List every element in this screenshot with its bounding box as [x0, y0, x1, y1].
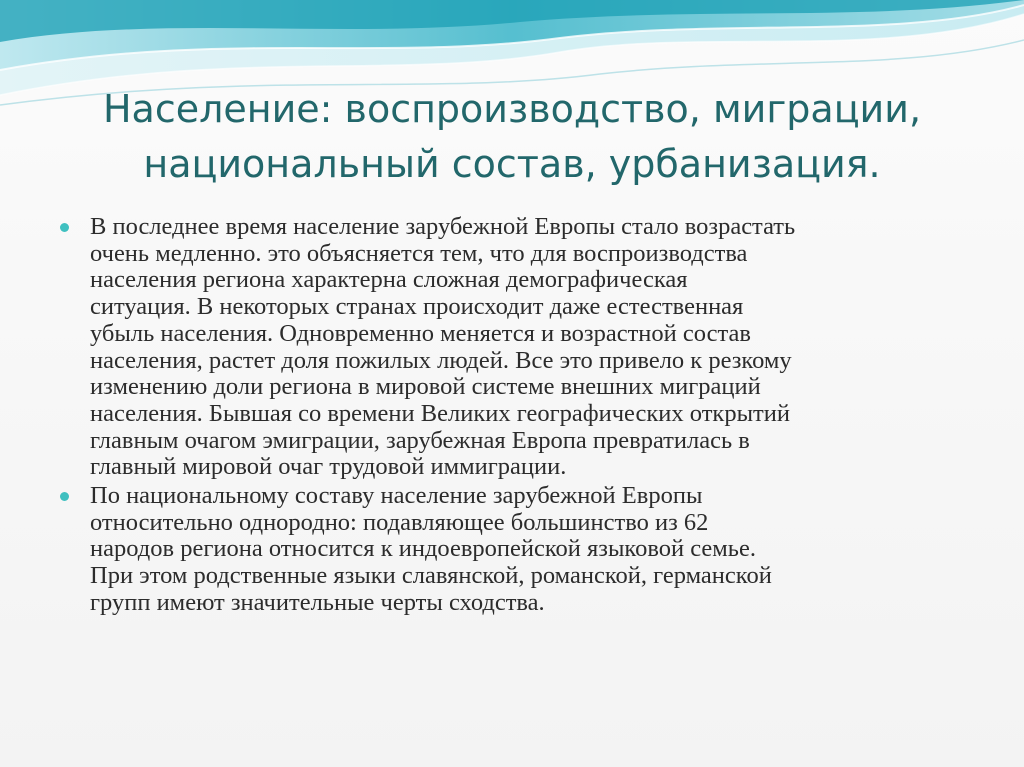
bullet-item-reproduction — [60, 214, 980, 481]
text-line: главным очагом эмиграции, зарубежная Европа превратилась в — [90, 426, 750, 454]
text-line: относительно однородно: подавляющее большинство из 62 — [90, 508, 709, 536]
text-line: главный мировой очаг трудовой иммиграции. — [90, 453, 567, 481]
bullet-item-national-composition — [60, 483, 980, 617]
text-line: населения, растет доля пожилых людей. Все это привело к резкому — [90, 346, 792, 374]
text-line: убыль населения. Одновременно меняется и возрастной состав — [90, 319, 751, 347]
text-line: населения. Бывшая со времени Великих географических открытий — [90, 399, 790, 427]
text-line: групп имеют значительные черты сходства. — [90, 588, 545, 616]
text-line: изменению доли региона в мировой системе внешних миграций — [90, 373, 761, 401]
bullet-dot-icon — [60, 492, 69, 501]
text-line: народов региона относится к индоевропейской языковой семье. — [90, 535, 756, 563]
text-line: При этом родственные языки славянской, романской, германской — [90, 562, 772, 590]
text-line: населения региона характерна сложная демографическая — [90, 266, 688, 294]
text-line: В последнее время население зарубежной Европы стало возрастать — [90, 213, 796, 240]
bullet-list — [60, 214, 980, 619]
title-line-2: национальный состав, урбанизация. — [143, 142, 881, 186]
bullet-text — [90, 214, 980, 481]
text-line: По национальному составу население зарубежной Европы — [90, 482, 703, 510]
slide-title — [40, 82, 984, 192]
title-line-1: Население: воспроизводство, миграции, — [102, 87, 922, 131]
text-line: очень медленно. это объясняется тем, что для воспроизводства — [90, 239, 748, 267]
bullet-text — [90, 483, 980, 617]
bullet-dot-icon — [60, 223, 69, 232]
text-line: ситуация. В некоторых странах происходит даже естественная — [90, 293, 744, 321]
